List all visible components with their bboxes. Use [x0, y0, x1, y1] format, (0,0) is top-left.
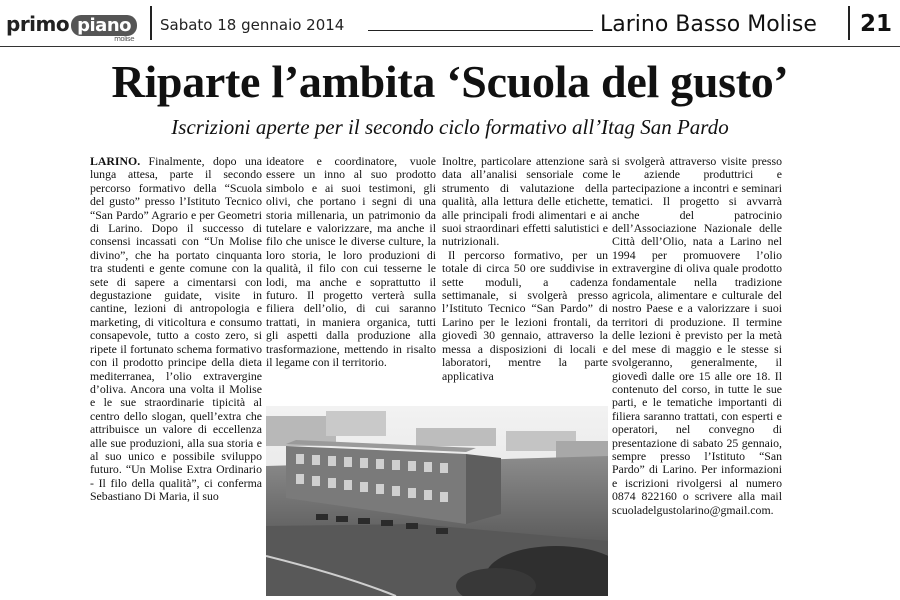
- header-bottom-rule: [0, 46, 900, 47]
- article-column-1: [90, 155, 262, 595]
- column-1-text: Finalmente, dopo una lunga attesa, parte il secondo percorso formativo della “Scuola del gusto” presso l’Istituto Tecnico “San Pardo” Agrario e per Geometri di Larino. Dopo il successo di consensi incassati con “Un Molise divino”, che ha portato cinquanta tra studenti e gente comune con la sete di sapere a cimentarsi con degustazione guidate, visite in cantine, lezioni di antropologia e marketing, di viticoltura e consumo consapevole, tutto a costo zero, si ripete il fortunato schema formativo con il prodotto principe della dieta mediterranea, l’olio extravergine d’oliva. Ancora una volta il Molise e le sue straordinarie tipicità al centro dello slogan, quell’extra che attribuisce un valore di eccellenza alle sue produzioni, alla sua storia e al suo unico e possibile sviluppo futuro. “Un Molise Extra Ordinario - Il filo della qualità”, ci conferma Sebastiano Di Maria, il suo: [90, 155, 262, 504]
- section-title: Larino Basso Molise: [600, 12, 817, 37]
- school-building-illustration: [266, 406, 608, 596]
- column-2-text: ideatore e coordinatore, vuole essere un inno al suo prodotto simbolo e ai suoi testimoni, gli olivi, che portano i segni di una storia millenaria, un patrimonio da tutelare e valorizzare, ma anche il filo che unisce le diverse culture, la loro storia, le loro produzioni di qualità, il filo con cui tesserne le lodi, ma anche e soprattutto il futuro. Il progetto verterà sulla filiera dell’olio, di cui saranno trattati, in maniera organica, tutti gli aspetti dalla produzione alla trasformazione, mettendo in risalto il legame con il territorio.: [266, 155, 436, 370]
- logo-primo: primo: [6, 12, 70, 36]
- column-3-paragraph-1: Inoltre, particolare attenzione sarà data all’analisi sensoriale come strumento di valutazione della qualità, alla lettura delle etichette, alle principali frodi alimentari e ai suoi straordinari effetti salutistici e nutrizionali.: [442, 155, 608, 249]
- header-divider: [848, 6, 850, 40]
- header-rule: [368, 30, 593, 31]
- newspaper-logo: [6, 12, 137, 43]
- header-divider: [150, 6, 152, 40]
- page-number: 21: [860, 11, 893, 37]
- logo-piano-text: piano: [77, 15, 132, 36]
- article-headline: Riparte l’ambita ‘Scuola del gusto’: [111, 56, 789, 107]
- article-column-4: [612, 155, 782, 595]
- logo-molise: molise: [114, 35, 135, 43]
- issue-date: Sabato 18 gennaio 2014: [160, 16, 345, 34]
- page-header: [0, 0, 900, 46]
- column-4-text: si svolgerà attraverso visite presso le aziende produttrici e partecipazione a incontri e seminari tematici. Il progetto si avvarrà anche del patrocinio dell’Associazione Nazionale delle Città dell’Olio, nata a Larino nel 1994 per promuovere l’olio extravergine di oliva quale prodotto fondamentale nella tradizione agricola, alimentare e culturale del nostro Paese e a valorizzare i suoi territori di produzione. Il termine delle lezioni è previsto per la metà del mese di maggio e le stesse si svolgeranno, generalmente, il giovedì dalle ore 15 alle ore 18. Il contenuto del corso, in tutte le sue parti, e le tematiche importanti di filiera saranno trattati, con esperti e operatori, nel convegno di presentazione di sabato 25 gennaio, sempre presso l’Istituto “San Pardo” di Larino. Per informazioni e iscrizioni rivolgersi al numero 0874 822160 o scrivere alla mail scuoladelgustolarino@gmail.com.: [612, 155, 782, 517]
- dateline: LARINO.: [90, 155, 141, 168]
- column-3-paragraph-2: Il percorso formativo, per un totale di circa 50 ore suddivise in sette moduli, a cadenza settimanale, si svolgerà presso l’Istituto Tecnico “San Pardo” di Larino per le lezioni frontali, da giovedì 30 gennaio, attraverso la messa a disposizioni di locali e laboratori, mentre la parte applicativa: [442, 247, 608, 383]
- school-building-photo: [266, 406, 608, 596]
- article-subheadline: Iscrizioni aperte per il secondo ciclo formativo all’Itag San Pardo: [171, 115, 729, 139]
- article-column-3: [442, 155, 608, 405]
- logo-piano: [71, 15, 137, 43]
- article-column-2: [266, 155, 436, 405]
